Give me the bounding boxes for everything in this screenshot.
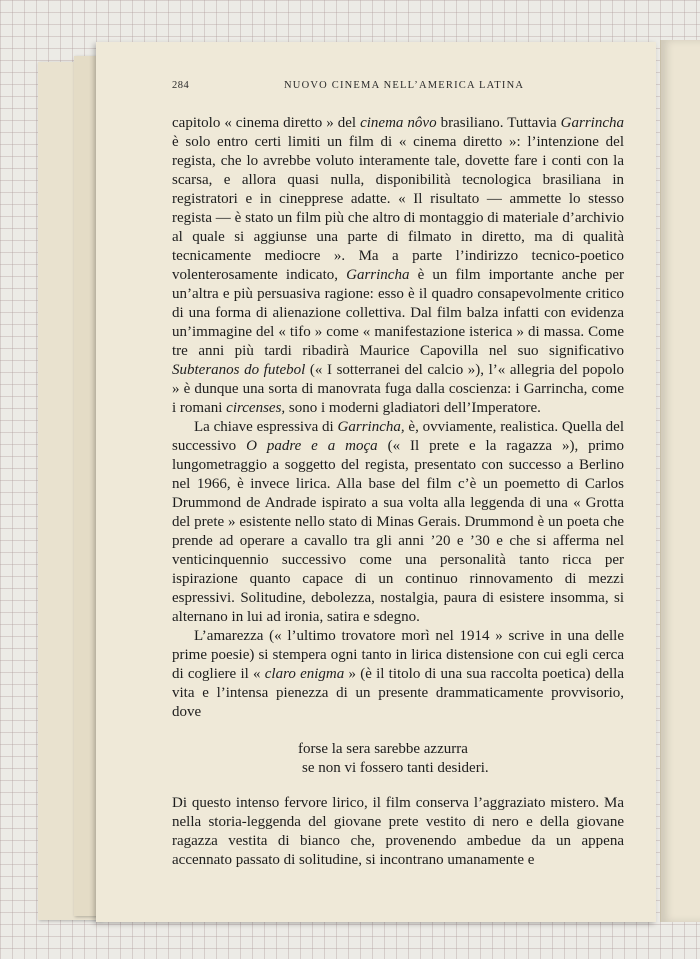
text-run: è solo entro certi limiti un film di « cinema diretto »: l’intenzione del regista, che lo avrebbe voluto interamente tale, dovette fare i conti con la scarsa, e allora quasi nulla, disponibilità tecnologica brasiliana in registratori e in cinepprese adatte. « Il risultato — ammette lo stesso regista — è stato un film più che altro di montaggio di materiale d’archivio al quale si aggiunse una parte di filmato in diretto, ma di qualità tecnicamente mediocre ». Ma a parte l’indirizzo tecnico-poetico volenterosamente indicato,: [172, 134, 624, 283]
paragraph-1: [172, 114, 624, 418]
text-run: (« Il prete e la ragazza »), primo lungometraggio a soggetto del regista, presentato con successo a Berlino nel 1966, è invece lirica. Alla base del film c’è un poemetto di Carlos Drummond de Andrade ispirato a sua volta alla leggenda di una « Grotta del prete » esistente nello stato di Minas Gerais. Drummond è un poeta che prende ad operare a cavallo tra gli anni ’20 e ’30 e che si afferma nel venticinquennio successivo come una personalità tanto ricca per ispirazione quanto capace di un continuo rinnovamento di mezzi espressivi. Solitudine, debolezza, nostalgia, paura di esistere insomma, si alternano in lui ad ironia, satira e sdegno.: [172, 438, 624, 625]
text-run: » (è il titolo di una sua raccolta poetica) della vita e l’intensa pienezza di un presente drammaticamente provvisorio, dove: [172, 666, 624, 720]
text-run: è un film importante anche per un’altra e più persuasiva ragione: esso è il quadro consapevolmente critico di una forma di alienazione collettiva. Dal film balza infatti con evidenza un’immagine del « tifo » come « manifestazione isterica » di massa. Come tre anni più tardi ribadirà Maurice Capovilla nel suo significativo: [172, 267, 625, 359]
paragraph-3: [172, 627, 624, 722]
page-header: [172, 80, 656, 96]
paragraph-4: Di questo intenso fervore lirico, il film conserva l’aggraziato mistero. Ma nella storia-leggenda del giovane prete vestito di nero e della giovane ragazza vestita di bianco che, provenendo ambedue da un appena accennato passato di solitudine, si incontrano umanamente e: [172, 795, 624, 868]
text-run: è, ovviamente, realistica. Quella del successivo: [172, 419, 625, 454]
text-run: (« I sotterranei del calcio »), l’« allegria del popolo » è dunque una sorta di manovrata fuga dalla coscienza: i Garrincha, come i romani: [172, 362, 624, 416]
italic-run: Garrincha,: [337, 419, 405, 435]
paragraph-2: [172, 418, 624, 627]
italic-run: Garrincha: [346, 267, 410, 283]
italic-run: Garrincha: [560, 115, 624, 131]
text-run: capitolo « cinema diretto » del: [172, 115, 361, 131]
italic-run: Subteranos do futebol: [172, 362, 306, 378]
text-run: brasiliano. Tuttavia: [436, 115, 561, 131]
text-run: L’amarezza (« l’ultimo trovatore morì nel 1914 » scrive in una delle prime poesie) si stempera ogni tanto in lirica distensione con cui egli cerca di cogliere il «: [172, 628, 624, 682]
italic-run: circenses,: [226, 400, 286, 416]
body-text: [172, 114, 624, 870]
running-title: NUOVO CINEMA NELL’AMERICA LATINA: [284, 80, 525, 91]
verse-line-1: forse la sera sarebbe azzurra: [298, 741, 468, 757]
text-run: La chiave espressiva di: [194, 419, 338, 435]
text-run: sono i moderni gladiatori dell’Imperatore.: [285, 400, 541, 416]
book-page: [96, 42, 656, 922]
page-number: 284: [172, 80, 190, 91]
italic-run: claro enigma: [264, 666, 345, 682]
verse-quote: [298, 740, 624, 778]
italic-run: O padre e a moça: [246, 438, 378, 454]
facing-page-edge: [660, 40, 700, 922]
italic-run: cinema nôvo: [360, 115, 437, 131]
verse-line-2: se non vi fossero tanti desideri.: [302, 760, 489, 776]
